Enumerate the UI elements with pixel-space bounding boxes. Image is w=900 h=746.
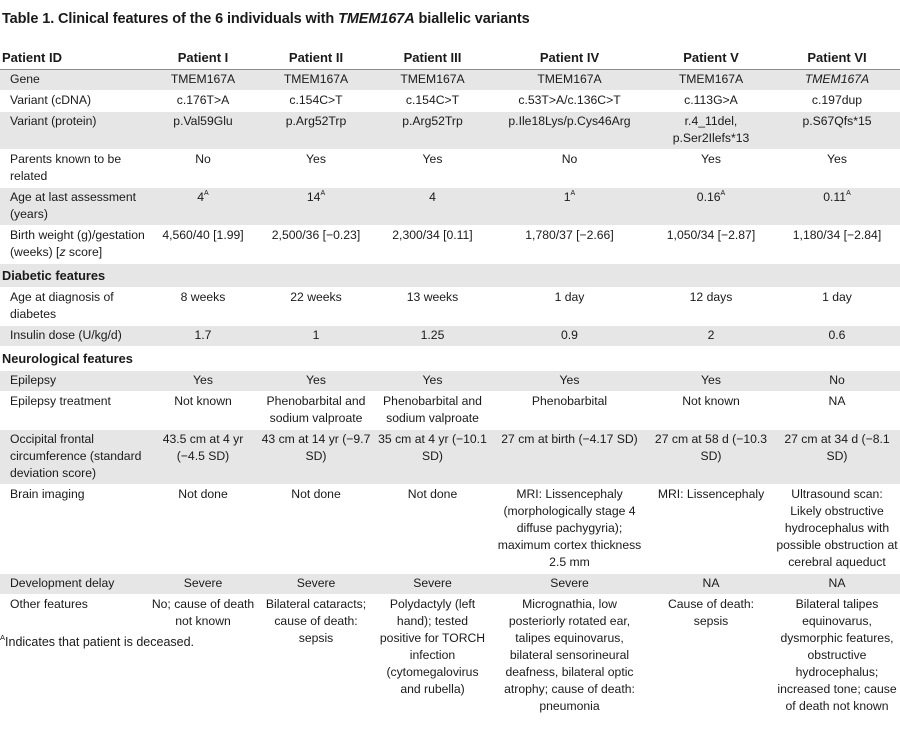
table-cell: Severe: [491, 574, 648, 595]
table-cell: No; cause of death not known: [148, 595, 258, 718]
table-cell: Yes: [258, 150, 374, 188]
table-cell: Yes: [648, 150, 774, 188]
row-label: Age at diagnosis of diabetes: [0, 288, 148, 326]
header-cell: Patient IV: [491, 44, 648, 70]
table-cell: Severe: [374, 574, 491, 595]
table-row: [0, 485, 900, 574]
section-heading: Diabetic features: [0, 264, 900, 288]
table-cell: 22 weeks: [258, 288, 374, 326]
table-cell: c.154C>T: [374, 91, 491, 112]
table-cell: 0.9: [491, 326, 648, 347]
table-cell: No: [774, 371, 900, 392]
table-footnote: [0, 635, 194, 649]
table-cell: NA: [774, 392, 900, 430]
table-cell: Micrognathia, low posteriorly rotated ear, talipes equinovarus, bilateral sensorineural deafness, bilateral optic atrophy; cause of death: pneumonia: [491, 595, 648, 718]
table-cell: 4,560/40 [1.99]: [148, 226, 258, 264]
table-cell: Severe: [148, 574, 258, 595]
table-cell: 43 cm at 14 yr (−9.7 SD): [258, 430, 374, 485]
table-row: [0, 574, 900, 595]
cell-value: 0.11: [823, 190, 847, 204]
header-cell: Patient III: [374, 44, 491, 70]
label-part: score]: [65, 245, 103, 259]
table-cell: Cause of death: sepsis: [648, 595, 774, 718]
row-label: Epilepsy: [0, 371, 148, 392]
table-cell: 12 days: [648, 288, 774, 326]
footnote-text: Indicates that patient is deceased.: [5, 635, 195, 649]
table-cell: p.Arg52Trp: [374, 112, 491, 150]
table-row: [0, 595, 900, 718]
deceased-mark: A: [846, 190, 851, 197]
cell-value: 0.16: [696, 190, 721, 204]
row-label: Insulin dose (U/kg/d): [0, 326, 148, 347]
table-cell: Yes: [491, 371, 648, 392]
table-cell: Phenobarbital and sodium valproate: [258, 392, 374, 430]
table-row: [0, 188, 900, 226]
table-cell: r.4_11del, p.Ser2Ilefs*13: [648, 112, 774, 150]
table-cell: 13 weeks: [374, 288, 491, 326]
table-cell: 2,500/36 [−0.23]: [258, 226, 374, 264]
row-label: Gene: [0, 70, 148, 91]
table-cell: c.154C>T: [258, 91, 374, 112]
table-cell: 1,780/37 [−2.66]: [491, 226, 648, 264]
table-cell: 1.7: [148, 326, 258, 347]
table-cell: Yes: [148, 371, 258, 392]
table-cell: 1,050/34 [−2.87]: [648, 226, 774, 264]
table-cell: c.53T>A/c.136C>T: [491, 91, 648, 112]
deceased-mark: A: [570, 190, 576, 197]
table-cell: Bilateral talipes equinovarus, dysmorphic features, obstructive hydrocephalus; increased tone; cause of death not known: [774, 595, 900, 718]
header-cell: Patient ID: [0, 44, 148, 70]
label-part: z: [59, 245, 66, 259]
footnote-mark: A: [0, 633, 6, 642]
table-cell: Bilateral cataracts; cause of death: sepsis: [258, 595, 374, 718]
table-row: [0, 150, 900, 188]
table-cell: Yes: [258, 371, 374, 392]
table-row: [0, 70, 900, 91]
title-gene: TMEM167A: [338, 11, 415, 27]
table-cell: p.Arg52Trp: [258, 112, 374, 150]
header-cell: Patient VI: [774, 44, 900, 70]
row-label: [0, 226, 148, 264]
table-cell: Ultrasound scan: Likely obstructive hydrocephalus with possible obstruction at cerebral aqueduct: [774, 485, 900, 574]
table-cell: Not known: [148, 392, 258, 430]
table-row: [0, 91, 900, 112]
table-cell: 27 cm at birth (−4.17 SD): [491, 430, 648, 485]
deceased-mark: A: [320, 190, 326, 197]
table-cell: MRI: Lissencephaly (morphologically stage 4 diffuse pachygyria); maximum cortex thickness 2.5 mm: [491, 485, 648, 574]
header-cell: Patient V: [648, 44, 774, 70]
deceased-mark: A: [720, 190, 726, 197]
table-cell: TMEM167A: [774, 70, 900, 91]
table-cell: c.197dup: [774, 91, 900, 112]
table-cell: 27 cm at 34 d (−8.1 SD): [774, 430, 900, 485]
table-cell: Yes: [774, 150, 900, 188]
table-cell: [374, 188, 491, 226]
table-cell: 2,300/34 [0.11]: [374, 226, 491, 264]
table-cell: Not done: [148, 485, 258, 574]
table-cell: 8 weeks: [148, 288, 258, 326]
table-cell: [774, 188, 900, 226]
deceased-mark: A: [204, 190, 209, 197]
table-title: [2, 11, 530, 27]
table-cell: c.176T>A: [148, 91, 258, 112]
row-label: Variant (protein): [0, 112, 148, 150]
table-row: [0, 371, 900, 392]
table-cell: 1 day: [491, 288, 648, 326]
section-heading-row: [0, 264, 900, 288]
row-label: Epilepsy treatment: [0, 392, 148, 430]
title-suffix: biallelic variants: [414, 11, 530, 27]
table-row: [0, 326, 900, 347]
table-cell: TMEM167A: [258, 70, 374, 91]
table-cell: 35 cm at 4 yr (−10.1 SD): [374, 430, 491, 485]
table-cell: 0.6: [774, 326, 900, 347]
table-cell: 43.5 cm at 4 yr (−4.5 SD): [148, 430, 258, 485]
table-row: [0, 226, 900, 264]
header-row: [0, 44, 900, 70]
row-label: Parents known to be related: [0, 150, 148, 188]
table-cell: TMEM167A: [374, 70, 491, 91]
cell-value: 1: [563, 190, 571, 204]
header-cell: Patient I: [148, 44, 258, 70]
table-row: [0, 288, 900, 326]
table-cell: TMEM167A: [148, 70, 258, 91]
cell-value: 14: [306, 190, 321, 204]
table-cell: Phenobarbital: [491, 392, 648, 430]
table-cell: c.113G>A: [648, 91, 774, 112]
table-cell: NA: [648, 574, 774, 595]
table-cell: No: [491, 150, 648, 188]
row-label: Age at last assessment (years): [0, 188, 148, 226]
table-cell: [148, 188, 258, 226]
table-row: [0, 112, 900, 150]
row-label: Brain imaging: [0, 485, 148, 574]
table-cell: 1.25: [374, 326, 491, 347]
table-cell: 1: [258, 326, 374, 347]
label-part: Birth weight (g)/gestation (weeks) [: [10, 228, 145, 259]
title-prefix: Table 1. Clinical features of the 6 individuals with: [2, 11, 339, 27]
table-cell: Not done: [374, 485, 491, 574]
row-label: Development delay: [0, 574, 148, 595]
table-cell: p.Ile18Lys/p.Cys46Arg: [491, 112, 648, 150]
table-cell: p.Val59Glu: [148, 112, 258, 150]
table-cell: MRI: Lissencephaly: [648, 485, 774, 574]
table-row: [0, 430, 900, 485]
table-cell: Not done: [258, 485, 374, 574]
row-label: Variant (cDNA): [0, 91, 148, 112]
header-cell: Patient II: [258, 44, 374, 70]
cell-value: 4: [429, 190, 436, 204]
table-cell: p.S67Qfs*15: [774, 112, 900, 150]
table-cell: Polydactyly (left hand); tested positive for TORCH infection (cytomegalovirus and rubella): [374, 595, 491, 718]
section-heading: Neurological features: [0, 347, 900, 371]
table-cell: Yes: [648, 371, 774, 392]
table-cell: 2: [648, 326, 774, 347]
table-cell: [648, 188, 774, 226]
table-cell: NA: [774, 574, 900, 595]
row-label: Occipital frontal circumference (standard deviation score): [0, 430, 148, 485]
table-cell: [258, 188, 374, 226]
section-heading-row: [0, 347, 900, 371]
table-cell: No: [148, 150, 258, 188]
table-cell: 27 cm at 58 d (−10.3 SD): [648, 430, 774, 485]
table-cell: TMEM167A: [648, 70, 774, 91]
table-row: [0, 392, 900, 430]
table-cell: 1,180/34 [−2.84]: [774, 226, 900, 264]
table-cell: Not known: [648, 392, 774, 430]
table-cell: Severe: [258, 574, 374, 595]
clinical-features-table: [0, 44, 900, 718]
table-cell: Yes: [374, 371, 491, 392]
table-cell: [491, 188, 648, 226]
row-label: Other features: [0, 595, 148, 718]
table-cell: Phenobarbital and sodium valproate: [374, 392, 491, 430]
table-cell: TMEM167A: [491, 70, 648, 91]
cell-value: 4: [197, 190, 205, 204]
table-cell: 1 day: [774, 288, 900, 326]
table-cell: Yes: [374, 150, 491, 188]
